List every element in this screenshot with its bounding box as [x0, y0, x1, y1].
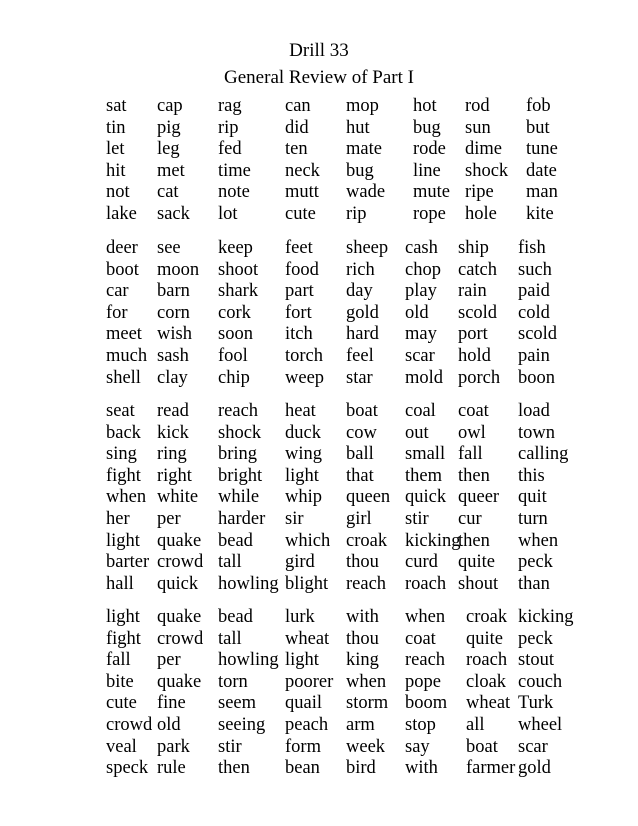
drill-word: sing — [106, 444, 137, 465]
drill-word: quick — [405, 487, 447, 508]
drill-word: man — [526, 182, 558, 203]
drill-word: seem — [218, 693, 257, 714]
drill-word: barter — [106, 552, 150, 573]
drill-word: wish — [157, 324, 192, 345]
drill-word: light — [106, 607, 140, 627]
drill-word: moon — [157, 259, 200, 280]
drill-word: wade — [346, 182, 386, 203]
drill-word: torn — [218, 671, 248, 692]
drill-word: mate — [346, 139, 382, 160]
drill-word: quite — [458, 552, 495, 573]
drill-word: when — [518, 530, 559, 551]
drill-word: ball — [346, 444, 374, 465]
drill-word: port — [458, 324, 488, 345]
drill-word: crowd — [106, 715, 153, 735]
drill-word: week — [346, 736, 386, 757]
drill-word: porch — [458, 367, 501, 388]
drill-word: weep — [285, 367, 325, 388]
drill-word: sat — [106, 96, 127, 116]
drill-word: tall — [218, 552, 242, 573]
drill-word: mutt — [285, 182, 319, 203]
drill-word: see — [157, 238, 181, 258]
drill-word: bead — [218, 530, 253, 551]
page-subtitle: General Review of Part I — [224, 67, 414, 88]
drill-word: reach — [405, 650, 446, 671]
drill-word: whip — [285, 487, 322, 508]
drill-word: cow — [346, 422, 377, 443]
drill-word: than — [518, 573, 550, 594]
drill-word: bring — [218, 444, 258, 465]
drill-word: but — [526, 117, 550, 138]
drill-word: hut — [346, 117, 370, 138]
drill-word: fine — [157, 693, 186, 714]
drill-word: which — [285, 530, 331, 551]
drill-word: cat — [157, 182, 179, 203]
drill-word: girl — [346, 509, 372, 529]
drill-word: mop — [346, 96, 379, 116]
drill-word: soon — [218, 324, 253, 345]
drill-word: roach — [466, 650, 508, 671]
drill-word: heat — [285, 401, 316, 421]
drill-word: much — [106, 346, 148, 366]
drill-word: queer — [458, 487, 500, 508]
drill-word: tall — [218, 628, 242, 649]
drill-word: light — [285, 465, 319, 486]
drill-word: boom — [405, 693, 448, 714]
drill-word: deer — [106, 238, 138, 258]
drill-word: fed — [218, 139, 242, 160]
drill-word: with — [346, 607, 379, 627]
drill-word: cork — [218, 302, 251, 323]
drill-word: mute — [413, 182, 450, 203]
drill-word: wheel — [518, 715, 563, 735]
drill-word: queen — [346, 487, 391, 508]
drill-word: keep — [218, 238, 253, 258]
drill-word: bird — [346, 758, 376, 779]
drill-word: with — [405, 758, 438, 779]
drill-word: meet — [106, 324, 142, 345]
drill-word: quake — [157, 671, 202, 692]
drill-word: note — [218, 182, 250, 203]
drill-word: bright — [218, 465, 263, 486]
drill-word: rich — [346, 259, 375, 280]
drill-word: load — [518, 401, 550, 421]
drill-word: reach — [218, 401, 259, 421]
drill-word: shoot — [218, 259, 259, 280]
drill-word: hall — [106, 573, 134, 594]
drill-word: owl — [458, 422, 486, 443]
drill-word: boot — [106, 259, 139, 280]
drill-word: fall — [106, 650, 131, 671]
drill-word: hole — [465, 204, 497, 224]
drill-word: white — [157, 487, 199, 508]
drill-word: roach — [405, 573, 447, 594]
drill-word: fish — [518, 238, 546, 258]
drill-word: cur — [458, 509, 482, 529]
drill-word: then — [458, 530, 490, 551]
drill-word: sack — [157, 204, 190, 224]
drill-word: cute — [106, 693, 137, 714]
drill-word: town — [518, 422, 555, 443]
drill-word: small — [405, 444, 446, 465]
drill-word: say — [405, 736, 430, 757]
drill-word: kicking — [405, 530, 461, 551]
drill-word: veal — [106, 736, 137, 757]
drill-word: part — [285, 281, 314, 302]
drill-word: right — [157, 465, 192, 486]
drill-word: coat — [405, 628, 436, 649]
drill-word: poorer — [285, 671, 334, 692]
drill-word: torch — [285, 346, 324, 366]
drill-word: wing — [285, 444, 322, 465]
drill-word: paid — [518, 281, 550, 302]
drill-word: scar — [518, 736, 548, 757]
drill-word: quake — [157, 607, 202, 627]
drill-word: cute — [285, 204, 316, 224]
drill-word: ring — [157, 444, 187, 465]
drill-word: fort — [285, 302, 312, 323]
drill-word: shell — [106, 367, 141, 388]
drill-word: wheat — [466, 693, 511, 714]
drill-word: bead — [218, 607, 253, 627]
drill-word: croak — [346, 530, 388, 551]
drill-word: met — [157, 160, 185, 181]
drill-word: fob — [526, 96, 551, 116]
drill-word: couch — [518, 671, 563, 692]
drill-word: speck — [106, 758, 149, 779]
drill-word: her — [106, 509, 130, 529]
drill-word: croak — [466, 607, 508, 627]
drill-word: when — [106, 487, 147, 508]
drill-word: while — [218, 487, 260, 508]
drill-word: old — [405, 302, 429, 323]
drill-word: leg — [157, 139, 180, 160]
drill-word: duck — [285, 422, 321, 443]
drill-word: feet — [285, 238, 313, 258]
drill-word: howling — [218, 650, 279, 671]
drill-word: bite — [106, 671, 134, 692]
drill-word: rip — [218, 117, 239, 138]
drill-word: curd — [405, 552, 438, 573]
drill-word: rag — [218, 96, 242, 116]
drill-word: sheep — [346, 238, 389, 258]
drill-word: fight — [106, 465, 141, 486]
drill-word: car — [106, 281, 129, 302]
drill-word: itch — [285, 324, 313, 345]
drill-word: light — [106, 530, 140, 551]
drill-word: farmer — [466, 758, 516, 779]
drill-word: cap — [157, 96, 183, 116]
drill-word: hot — [413, 96, 437, 116]
drill-word: wheat — [285, 628, 330, 649]
drill-word: gold — [346, 302, 379, 323]
drill-word: turn — [518, 509, 548, 529]
drill-word: can — [285, 96, 311, 116]
drill-word: tune — [526, 139, 558, 160]
drill-word: mold — [405, 367, 444, 388]
drill-word: chip — [218, 367, 250, 388]
drill-word: ten — [285, 139, 308, 160]
drill-word: when — [346, 671, 387, 692]
drill-word: stop — [405, 715, 436, 735]
drill-word: cash — [405, 238, 438, 258]
drill-word: boat — [346, 401, 378, 421]
drill-word: food — [285, 259, 319, 280]
drill-word: reach — [346, 573, 387, 594]
drill-word: shark — [218, 281, 259, 302]
drill-word: lake — [106, 204, 137, 224]
drill-word: when — [405, 607, 446, 627]
drill-word: stir — [405, 509, 429, 529]
drill-word: thou — [346, 628, 379, 649]
drill-word: quick — [157, 573, 199, 594]
drill-word: lot — [218, 204, 238, 224]
drill-word: king — [346, 650, 379, 671]
drill-word: scold — [518, 324, 558, 345]
drill-word: blight — [285, 573, 329, 594]
drill-word: peck — [518, 628, 553, 649]
drill-word: quit — [518, 487, 547, 508]
drill-word: hit — [106, 160, 126, 181]
drill-word: storm — [346, 693, 389, 714]
drill-word: neck — [285, 160, 320, 181]
drill-word: shock — [218, 422, 262, 443]
drill-word: sun — [465, 117, 491, 138]
drill-word: chop — [405, 259, 441, 280]
drill-word: kite — [526, 204, 554, 224]
drill-word: gird — [285, 552, 315, 573]
drill-word: crowd — [157, 628, 204, 649]
drill-word: fool — [218, 346, 248, 366]
drill-word: tin — [106, 117, 126, 138]
drill-word: hard — [346, 324, 379, 345]
drill-word: date — [526, 160, 557, 181]
drill-word: then — [458, 465, 490, 486]
drill-word: play — [405, 281, 437, 302]
drill-word: calling — [518, 444, 569, 465]
drill-word: cloak — [466, 671, 507, 692]
drill-word: for — [106, 302, 128, 323]
drill-word: coat — [458, 401, 489, 421]
drill-word: form — [285, 736, 321, 757]
drill-word: day — [346, 281, 373, 302]
drill-word: shout — [458, 573, 499, 594]
drill-word: bean — [285, 758, 320, 779]
drill-word: ripe — [465, 182, 494, 203]
drill-word: feel — [346, 346, 374, 366]
drill-word: crowd — [157, 552, 204, 573]
drill-word: back — [106, 422, 141, 443]
drill-word: out — [405, 422, 429, 443]
drill-word: peach — [285, 715, 329, 735]
drill-word: cold — [518, 302, 550, 323]
drill-word: bug — [346, 160, 374, 181]
drill-word: hold — [458, 346, 491, 366]
drill-word: quail — [285, 693, 322, 714]
drill-word: may — [405, 324, 437, 345]
drill-word: pain — [518, 346, 550, 366]
drill-word: corn — [157, 302, 190, 323]
drill-word: dime — [465, 139, 502, 160]
drill-word: seat — [106, 401, 135, 421]
drill-word: then — [218, 758, 250, 779]
drill-word: arm — [346, 715, 375, 735]
drill-word: rode — [413, 139, 446, 160]
drill-word: scar — [405, 346, 435, 366]
drill-word: rope — [413, 204, 446, 224]
drill-word: quite — [466, 628, 503, 649]
drill-word: fall — [458, 444, 483, 465]
drill-word: all — [466, 715, 485, 735]
drill-word: bug — [413, 117, 441, 138]
drill-word: pope — [405, 671, 441, 692]
drill-word: them — [405, 465, 442, 486]
drill-word: old — [157, 715, 181, 735]
drill-word: rod — [465, 96, 490, 116]
drill-word: read — [157, 401, 189, 421]
drill-word: rain — [458, 281, 487, 302]
drill-word: time — [218, 160, 251, 181]
drill-word: scold — [458, 302, 498, 323]
drill-word: clay — [157, 367, 188, 388]
drill-word: harder — [218, 509, 266, 529]
drill-word: park — [157, 736, 190, 757]
drill-word: barn — [157, 281, 190, 302]
drill-word: stir — [218, 736, 242, 757]
drill-word: did — [285, 117, 309, 138]
drill-word: coal — [405, 401, 436, 421]
drill-word: not — [106, 182, 130, 203]
drill-word: ship — [458, 238, 489, 258]
drill-word: seeing — [218, 715, 266, 735]
drill-word: star — [346, 367, 373, 388]
drill-word: this — [518, 465, 545, 486]
drill-word: peck — [518, 552, 553, 573]
drill-word: per — [157, 650, 181, 671]
drill-word: light — [285, 650, 319, 671]
drill-word: let — [106, 139, 125, 160]
drill-word: rule — [157, 758, 186, 779]
drill-word: such — [518, 259, 552, 280]
drill-word: sash — [157, 346, 189, 366]
drill-word: line — [413, 160, 441, 181]
drill-word: rip — [346, 204, 367, 224]
drill-word: lurk — [285, 607, 315, 627]
drill-word: sir — [285, 509, 304, 529]
drill-word: shock — [465, 160, 509, 181]
drill-word: stout — [518, 650, 554, 671]
drill-word: boat — [466, 736, 498, 757]
drill-word: boon — [518, 367, 555, 388]
drill-word: quake — [157, 530, 202, 551]
drill-word: catch — [458, 259, 498, 280]
drill-word: kick — [157, 422, 189, 443]
drill-word: gold — [518, 758, 551, 779]
drill-word: fight — [106, 628, 141, 649]
drill-word: howling — [218, 573, 279, 594]
page-title: Drill 33 — [289, 40, 349, 61]
drill-word: that — [346, 465, 374, 486]
drill-word: thou — [346, 552, 379, 573]
drill-word: per — [157, 509, 181, 529]
drill-word: Turk — [518, 693, 554, 714]
drill-word: kicking — [518, 607, 574, 627]
drill-word: pig — [157, 117, 181, 138]
